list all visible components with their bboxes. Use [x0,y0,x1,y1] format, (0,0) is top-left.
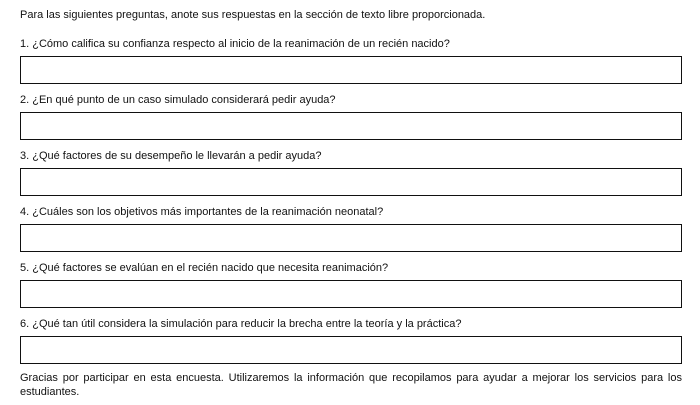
question-5 [20,261,682,308]
thank-you-text: Gracias por participar en esta encuesta. Utilizaremos la información que recopilamos para ayudar a mejorar los servicios para los estudiantes. [20,372,682,398]
question-1 [20,37,682,84]
answer-3-field[interactable] [20,168,682,196]
question-3-label: 3. ¿Qué factores de su desempeño le llevarán a pedir ayuda? [20,150,322,162]
question-4-label: 4. ¿Cuáles son los objetivos más importantes de la reanimación neonatal? [20,206,384,218]
question-2 [20,93,682,140]
answer-4-field[interactable] [20,224,682,252]
answer-5-field[interactable] [20,280,682,308]
question-6-label: 6. ¿Qué tan útil considera la simulación para reducir la brecha entre la teoría y la práctica? [20,318,462,330]
question-3 [20,149,682,196]
question-2-label: 2. ¿En qué punto de un caso simulado considerará pedir ayuda? [20,94,336,106]
question-4 [20,205,682,252]
answer-2-field[interactable] [20,112,682,140]
question-1-label: 1. ¿Cómo califica su confianza respecto al inicio de la reanimación de un recién nacido? [20,38,450,50]
instructions-text: Para las siguientes preguntas, anote sus respuestas en la sección de texto libre proporcionada. [20,9,486,21]
answer-6-field[interactable] [20,336,682,364]
question-6 [20,317,682,364]
answer-1-field[interactable] [20,56,682,84]
question-5-label: 5. ¿Qué factores se evalúan en el recién nacido que necesita reanimación? [20,262,389,274]
